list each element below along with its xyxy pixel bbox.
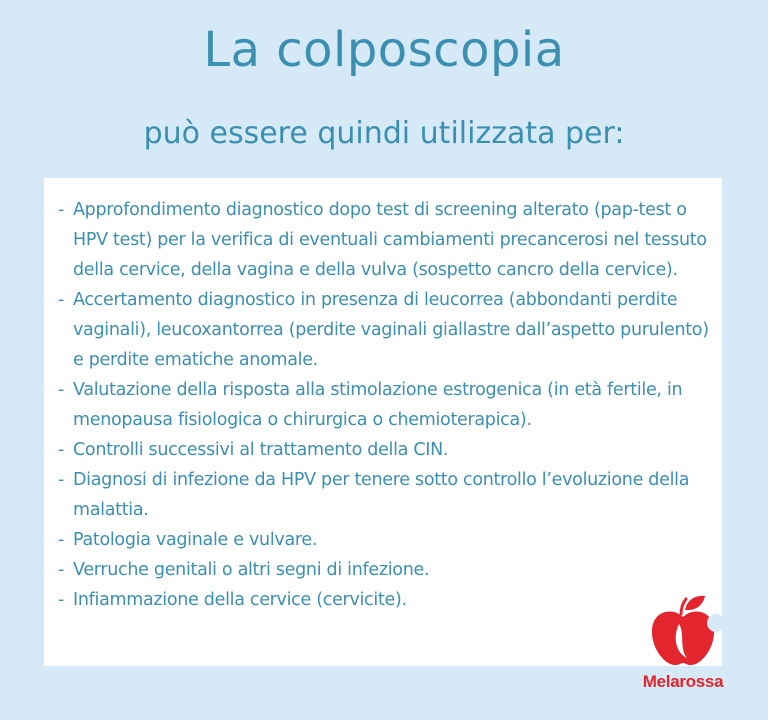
page-subtitle: può essere quindi utilizzata per: <box>143 116 625 151</box>
list-item: - Verruche genitali o altri segni di infezione. <box>58 560 430 580</box>
list-item: - Accertamento diagnostico in presenza di leucorrea (abbondanti perdite vaginali), leucoxantorrea (perdite vaginali giallastre dall’aspetto purulento) e perdite ematiche anomale. <box>58 290 709 370</box>
list-item-text: Approfondimento diagnostico dopo test di screening alterato (pap-test o HPV test) per la verifica di eventuali cambiamenti precancerosi nel tessuto della cervice, della vagina e della vulva (sospetto cancro della cervice). <box>73 200 707 280</box>
list-item: - Infiammazione della cervice (cervicite). <box>58 590 407 610</box>
brand-logo <box>628 590 738 700</box>
uses-list <box>58 195 722 615</box>
list-item: - Approfondimento diagnostico dopo test di screening alterato (pap-test o HPV test) per la verifica di eventuali cambiamenti precancerosi nel tessuto della cervice, della vagina e della vulva (sospetto cancro della cervice). <box>58 200 707 280</box>
apple-icon <box>643 590 723 670</box>
list-item-text: Accertamento diagnostico in presenza di leucorrea (abbondanti perdite vaginali), leucoxantorrea (perdite vaginali giallastre dall’aspetto purulento) e perdite ematiche anomale. <box>73 290 709 370</box>
list-item-text: Infiammazione della cervice (cervicite). <box>73 590 407 610</box>
brand-name: Melarossa <box>642 672 724 691</box>
page-title: La colposcopia <box>203 22 565 78</box>
list-item: - Diagnosi di infezione da HPV per tenere sotto controllo l’evoluzione della malattia. <box>58 470 690 520</box>
list-item: - Patologia vaginale e vulvare. <box>58 530 318 550</box>
list-item-text: Patologia vaginale e vulvare. <box>73 530 318 550</box>
list-item-text: Diagnosi di infezione da HPV per tenere sotto controllo l’evoluzione della malattia. <box>73 470 690 520</box>
list-item: - Valutazione della risposta alla stimolazione estrogenica (in età fertile, in menopausa fisiologica o chirurgica o chemioterapica). <box>58 380 683 430</box>
content-card <box>44 178 722 666</box>
list-item: - Controlli successivi al trattamento della CIN. <box>58 440 449 460</box>
list-item-text: Valutazione della risposta alla stimolazione estrogenica (in età fertile, in menopausa fisiologica o chirurgica o chemioterapica). <box>73 380 683 430</box>
list-item-text: Controlli successivi al trattamento della CIN. <box>73 440 449 460</box>
list-item-text: Verruche genitali o altri segni di infezione. <box>73 560 430 580</box>
